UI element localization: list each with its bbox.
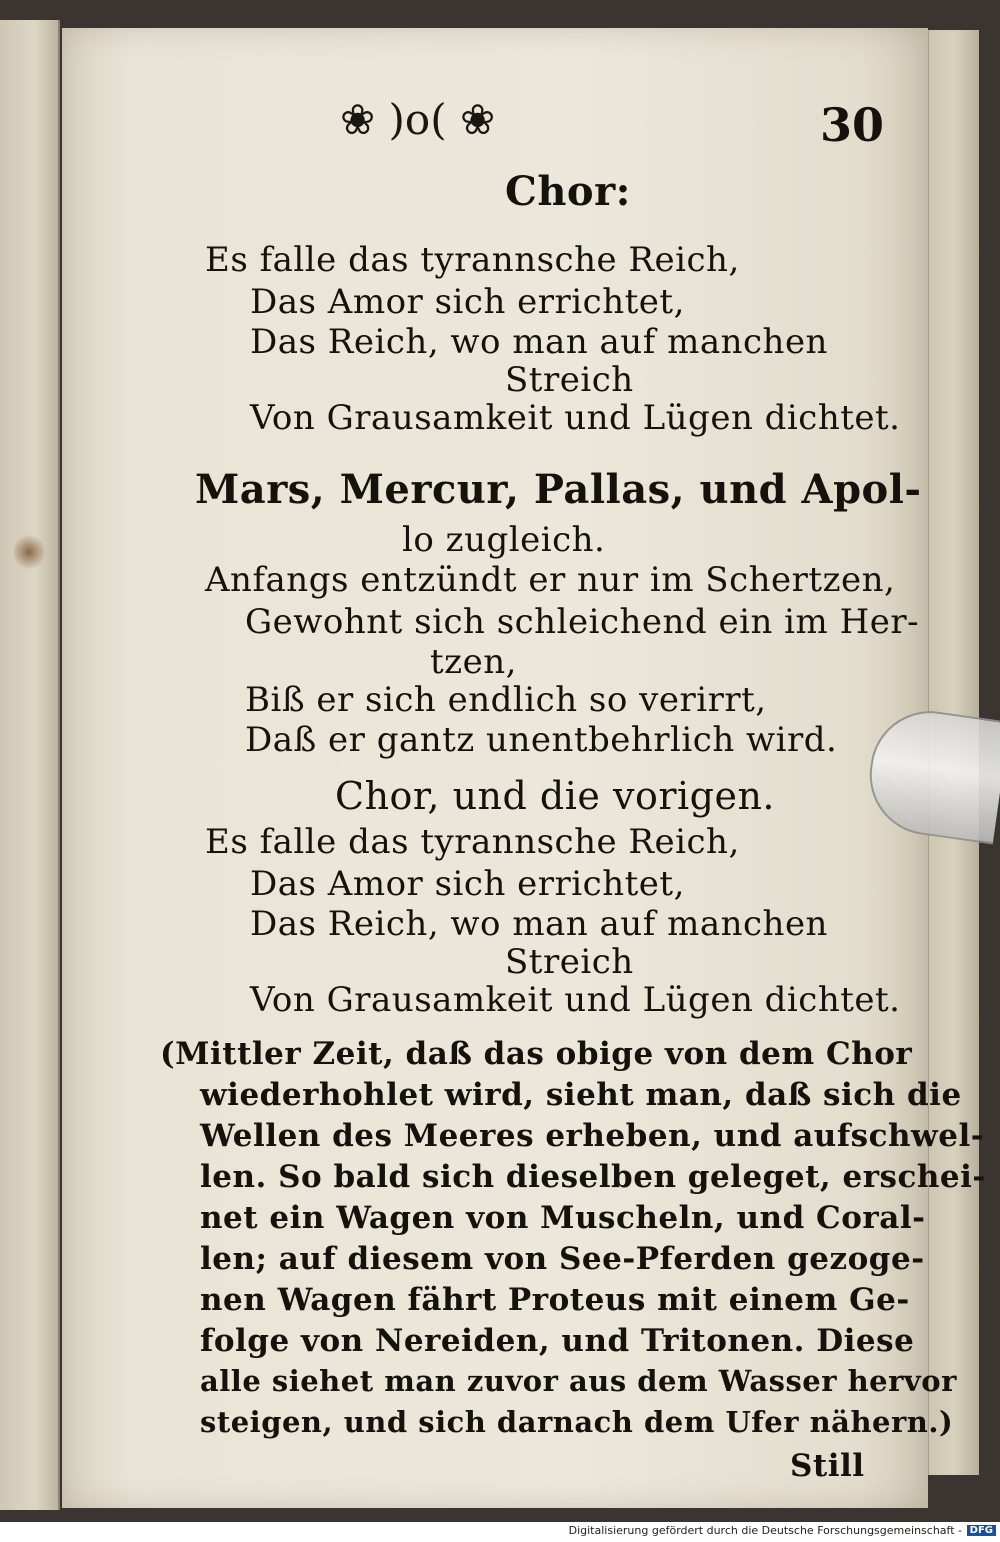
verse-line: Das Reich, wo man auf manchen (250, 322, 828, 362)
speaker-line: lo zugleich. (402, 520, 606, 560)
verse-line: Das Reich, wo man auf manchen (250, 904, 828, 944)
stage-direction-line: len; auf diesem von See-Pferden gezoge- (200, 1241, 925, 1277)
stage-direction-line: folge von Nereiden, und Tritonen. Diese (200, 1323, 915, 1359)
verse-line: Streich (505, 360, 634, 400)
verse-line: Streich (505, 942, 634, 982)
verse-line: Daß er gantz unentbehrlich wird. (245, 720, 838, 760)
verse-line: Von Grausamkeit und Lügen dichtet. (250, 398, 901, 438)
ornament-header: ❀ )o( ❀ (340, 95, 496, 144)
heading-chor: Chor: (505, 168, 631, 215)
verse-line: Das Amor sich errichtet, (250, 282, 685, 322)
verse-line: Das Amor sich errichtet, (250, 864, 685, 904)
stage-direction-line: alle siehet man zuvor aus dem Wasser hervor (200, 1364, 957, 1398)
verse-line: Anfangs entzündt er nur im Schertzen, (205, 560, 896, 600)
stage-direction-line: net ein Wagen von Muscheln, und Coral- (200, 1200, 926, 1236)
verse-line: Es falle das tyrannsche Reich, (205, 240, 740, 280)
page-number: 30 (820, 98, 885, 152)
heading-chor-vorigen: Chor, und die vorigen. (335, 774, 776, 818)
verse-line: Gewohnt sich schleichend ein im Her- (245, 602, 920, 642)
verse-line: Biß er sich endlich so verirrt, (245, 680, 767, 720)
stage-direction-line: (Mittler Zeit, daß das obige von dem Chor (160, 1036, 913, 1072)
funding-credit: Digitalisierung gefördert durch die Deutsche Forschungsgemeinschaft - (568, 1524, 962, 1537)
verse-line: Von Grausamkeit und Lügen dichtet. (250, 980, 901, 1020)
stage-direction-line: nen Wagen fährt Proteus mit einem Ge- (200, 1282, 910, 1318)
verse-line: tzen, (430, 642, 517, 682)
speaker-line: Mars, Mercur, Pallas, und Apol- (195, 466, 922, 513)
stage-direction-line: wiederhohlet wird, sieht man, daß sich die (200, 1077, 962, 1113)
facing-page-edge (0, 20, 60, 1510)
stage-direction-line: Wellen des Meeres erheben, und aufschwel- (200, 1118, 985, 1154)
catchword: Still (790, 1448, 865, 1484)
stage-direction-line: steigen, und sich darnach dem Ufer nähern.) (200, 1405, 954, 1439)
stain (14, 532, 44, 572)
dfg-logo: DFG (967, 1525, 996, 1536)
verse-line: Es falle das tyrannsche Reich, (205, 822, 740, 862)
stage-direction-line: len. So bald sich dieselben geleget, erschei- (200, 1159, 986, 1195)
